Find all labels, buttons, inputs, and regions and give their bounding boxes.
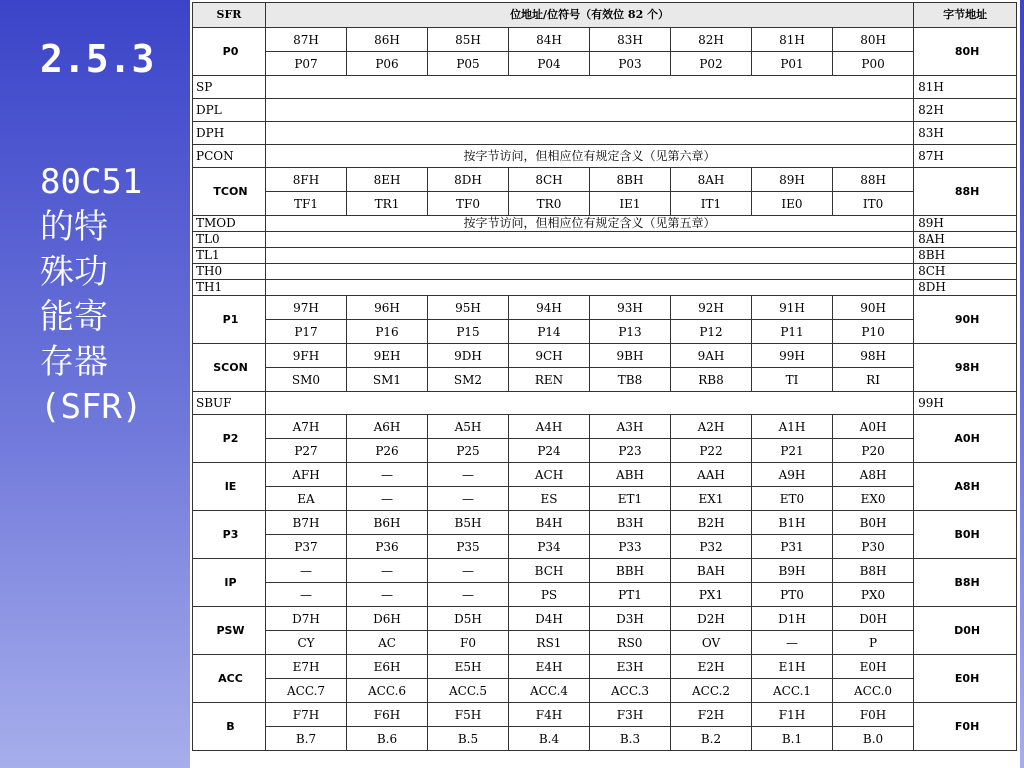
bit-symbol-cell: P12 [671,320,752,344]
register-name: TCON [193,168,266,216]
bit-address-cell: 9CH [509,344,590,368]
byte-address-cell: 83H [914,122,1017,145]
byte-address-cell: A0H [914,415,1017,463]
bit-symbol-cell: P05 [428,52,509,76]
bit-symbol-cell: B.6 [347,727,428,751]
title-line: 能寄 [40,297,108,337]
title-line: 的特 [40,207,108,247]
bit-symbol-cell: ACC.0 [833,679,914,703]
byte-address-cell: 8DH [914,280,1017,296]
bit-address-cell: 90H [833,296,914,320]
bit-address-cell: E7H [266,655,347,679]
bit-symbol-cell: B.2 [671,727,752,751]
register-name: TL0 [193,232,266,248]
bit-symbol-cell: — [752,631,833,655]
sfr-table-panel [190,0,1020,768]
bit-symbol-cell: P14 [509,320,590,344]
bit-address-cell: B9H [752,559,833,583]
register-name: TH0 [193,264,266,280]
register-note [266,392,914,415]
bit-symbol-cell: B.5 [428,727,509,751]
bit-symbol-cell: P36 [347,535,428,559]
register-note [266,76,914,99]
bit-symbol-cell: TI [752,368,833,392]
byte-address-cell: 98H [914,344,1017,392]
bit-address-cell: 9AH [671,344,752,368]
bit-address-cell: B5H [428,511,509,535]
bit-address-cell: 85H [428,28,509,52]
bit-address-cell: E3H [590,655,671,679]
bit-symbol-cell: REN [509,368,590,392]
bit-address-cell: A5H [428,415,509,439]
bit-address-cell: F1H [752,703,833,727]
byte-address-cell: 81H [914,76,1017,99]
register-note: 按字节访问，但相应位有规定含义（见第五章） [266,216,914,232]
bit-symbol-cell: ACC.5 [428,679,509,703]
byte-address-cell: E0H [914,655,1017,703]
bit-symbol-cell: P25 [428,439,509,463]
bit-symbol-cell: IE1 [590,192,671,216]
bit-symbol-cell: P17 [266,320,347,344]
byte-address-cell: B8H [914,559,1017,607]
bit-address-cell: 8DH [428,168,509,192]
bit-address-cell: F2H [671,703,752,727]
bit-address-cell: — [428,559,509,583]
bit-address-cell: 89H [752,168,833,192]
bit-symbol-cell: PT0 [752,583,833,607]
bit-symbol-cell: B.1 [752,727,833,751]
bit-address-cell: D2H [671,607,752,631]
table-row [193,52,1017,76]
bit-address-cell: D4H [509,607,590,631]
register-note [266,99,914,122]
bit-address-cell: — [347,463,428,487]
title-line: (SFR) [40,387,143,427]
register-name: PSW [193,607,266,655]
register-name: SP [193,76,266,99]
table-row [193,415,1017,439]
bit-address-cell: BBH [590,559,671,583]
bit-symbol-cell: P03 [590,52,671,76]
bit-address-cell: F0H [833,703,914,727]
register-name: PCON [193,145,266,168]
table-row [193,344,1017,368]
bit-address-cell: D1H [752,607,833,631]
bit-address-cell: ACH [509,463,590,487]
bit-address-cell: 93H [590,296,671,320]
title-line: 存器 [40,342,108,382]
bit-address-cell: — [347,559,428,583]
byte-address-cell: 80H [914,28,1017,76]
bit-symbol-cell: RS1 [509,631,590,655]
bit-address-cell: 9DH [428,344,509,368]
bit-symbol-cell: TR0 [509,192,590,216]
bit-address-cell: A3H [590,415,671,439]
bit-symbol-cell: P23 [590,439,671,463]
bit-address-cell: 9FH [266,344,347,368]
bit-address-cell: BAH [671,559,752,583]
bit-address-cell: A8H [833,463,914,487]
table-row [193,487,1017,511]
table-row [193,232,1017,248]
left-panel [0,0,190,768]
bit-address-cell: B8H [833,559,914,583]
bit-symbol-cell: AC [347,631,428,655]
bit-symbol-cell: P16 [347,320,428,344]
bit-address-cell: 82H [671,28,752,52]
register-note [266,280,914,296]
bit-address-cell: AFH [266,463,347,487]
bit-symbol-cell: IT1 [671,192,752,216]
table-row [193,320,1017,344]
bit-symbol-cell: ET0 [752,487,833,511]
table-row [193,264,1017,280]
bit-address-cell: F7H [266,703,347,727]
bit-address-cell: E0H [833,655,914,679]
table-row [193,583,1017,607]
register-name: P0 [193,28,266,76]
table-row [193,216,1017,232]
table-header-row [193,3,1017,28]
table-row [193,727,1017,751]
bit-symbol-cell: P00 [833,52,914,76]
bit-address-cell: A6H [347,415,428,439]
bit-symbol-cell: — [347,583,428,607]
register-name: B [193,703,266,751]
bit-symbol-cell: RI [833,368,914,392]
bit-symbol-cell: P24 [509,439,590,463]
bit-symbol-cell: PX0 [833,583,914,607]
bit-address-cell: 98H [833,344,914,368]
bit-address-cell: D5H [428,607,509,631]
bit-address-cell: B7H [266,511,347,535]
bit-symbol-cell: P37 [266,535,347,559]
bit-symbol-cell: EA [266,487,347,511]
bit-symbol-cell: P22 [671,439,752,463]
bit-address-cell: E4H [509,655,590,679]
bit-address-cell: 8EH [347,168,428,192]
bit-address-cell: 84H [509,28,590,52]
header-bits: 位地址/位符号（有效位 82 个） [266,3,914,28]
bit-address-cell: D0H [833,607,914,631]
bit-symbol-cell: IE0 [752,192,833,216]
byte-address-cell: 8CH [914,264,1017,280]
bit-symbol-cell: B.7 [266,727,347,751]
register-name: P1 [193,296,266,344]
byte-address-cell: 99H [914,392,1017,415]
bit-symbol-cell: P32 [671,535,752,559]
bit-symbol-cell: B.0 [833,727,914,751]
bit-symbol-cell: — [428,487,509,511]
byte-address-cell: 8BH [914,248,1017,264]
bit-symbol-cell: ACC.2 [671,679,752,703]
bit-symbol-cell: ACC.1 [752,679,833,703]
register-name: TH1 [193,280,266,296]
table-row [193,192,1017,216]
bit-address-cell: 9BH [590,344,671,368]
byte-address-cell: 82H [914,99,1017,122]
bit-symbol-cell: TB8 [590,368,671,392]
bit-symbol-cell: — [428,583,509,607]
bit-symbol-cell: P20 [833,439,914,463]
bit-symbol-cell: ACC.7 [266,679,347,703]
bit-address-cell: B3H [590,511,671,535]
bit-address-cell: 91H [752,296,833,320]
byte-address-cell: 88H [914,168,1017,216]
register-name: DPH [193,122,266,145]
table-row [193,280,1017,296]
register-note [266,232,914,248]
bit-symbol-cell: P34 [509,535,590,559]
bit-symbol-cell: P27 [266,439,347,463]
header-byte-address: 字节地址 [914,3,1017,28]
register-name: ACC [193,655,266,703]
bit-address-cell: 81H [752,28,833,52]
bit-symbol-cell: P10 [833,320,914,344]
byte-address-cell: B0H [914,511,1017,559]
bit-address-cell: B6H [347,511,428,535]
table-row [193,511,1017,535]
bit-address-cell: B4H [509,511,590,535]
bit-address-cell: E1H [752,655,833,679]
bit-symbol-cell: ES [509,487,590,511]
header-sfr: SFR [193,3,266,28]
bit-address-cell: 8BH [590,168,671,192]
bit-address-cell: 95H [428,296,509,320]
bit-address-cell: — [428,463,509,487]
bit-symbol-cell: P11 [752,320,833,344]
bit-address-cell: 86H [347,28,428,52]
bit-symbol-cell: TF0 [428,192,509,216]
title-line: 殊功 [40,252,108,292]
bit-address-cell: D6H [347,607,428,631]
table-row [193,28,1017,52]
bit-address-cell: 83H [590,28,671,52]
bit-address-cell: 87H [266,28,347,52]
bit-address-cell: B0H [833,511,914,535]
bit-address-cell: 80H [833,28,914,52]
bit-address-cell: A7H [266,415,347,439]
byte-address-cell: 87H [914,145,1017,168]
bit-symbol-cell: ACC.3 [590,679,671,703]
bit-symbol-cell: EX1 [671,487,752,511]
bit-symbol-cell: EX0 [833,487,914,511]
bit-address-cell: E5H [428,655,509,679]
table-row [193,463,1017,487]
bit-symbol-cell: P02 [671,52,752,76]
bit-address-cell: 97H [266,296,347,320]
table-row [193,607,1017,631]
bit-address-cell: AAH [671,463,752,487]
table-row [193,703,1017,727]
bit-address-cell: — [266,559,347,583]
bit-address-cell: D3H [590,607,671,631]
table-row [193,296,1017,320]
bit-address-cell: A0H [833,415,914,439]
bit-address-cell: 88H [833,168,914,192]
bit-address-cell: F3H [590,703,671,727]
table-row [193,248,1017,264]
byte-address-cell: A8H [914,463,1017,511]
title-line: 80C51 [40,162,143,202]
bit-symbol-cell: ET1 [590,487,671,511]
table-row [193,655,1017,679]
table-row [193,99,1017,122]
bit-address-cell: B2H [671,511,752,535]
byte-address-cell: 89H [914,216,1017,232]
bit-address-cell: 94H [509,296,590,320]
bit-symbol-cell: — [347,487,428,511]
table-row [193,145,1017,168]
bit-address-cell: F6H [347,703,428,727]
bit-address-cell: F4H [509,703,590,727]
register-name: SCON [193,344,266,392]
bit-symbol-cell: RS0 [590,631,671,655]
register-note [266,122,914,145]
byte-address-cell: 8AH [914,232,1017,248]
bit-symbol-cell: TF1 [266,192,347,216]
bit-symbol-cell: P07 [266,52,347,76]
bit-symbol-cell: OV [671,631,752,655]
bit-symbol-cell: B.4 [509,727,590,751]
bit-symbol-cell: P21 [752,439,833,463]
bit-symbol-cell: P35 [428,535,509,559]
bit-address-cell: 96H [347,296,428,320]
bit-symbol-cell: ACC.6 [347,679,428,703]
table-row [193,368,1017,392]
bit-symbol-cell: CY [266,631,347,655]
register-note [266,264,914,280]
bit-address-cell: B1H [752,511,833,535]
bit-symbol-cell: ACC.4 [509,679,590,703]
bit-address-cell: BCH [509,559,590,583]
register-name: SBUF [193,392,266,415]
table-row [193,392,1017,415]
bit-symbol-cell: P26 [347,439,428,463]
byte-address-cell: F0H [914,703,1017,751]
bit-symbol-cell: SM2 [428,368,509,392]
bit-address-cell: ABH [590,463,671,487]
byte-address-cell: D0H [914,607,1017,655]
sfr-table-body [193,3,1017,751]
table-row [193,76,1017,99]
bit-symbol-cell: P [833,631,914,655]
sfr-table [192,2,1017,751]
bit-symbol-cell: PS [509,583,590,607]
register-name: TL1 [193,248,266,264]
bit-address-cell: 92H [671,296,752,320]
register-note [266,248,914,264]
section-title [40,160,142,430]
bit-symbol-cell: P15 [428,320,509,344]
bit-symbol-cell: PT1 [590,583,671,607]
bit-symbol-cell: — [266,583,347,607]
table-row [193,535,1017,559]
bit-symbol-cell: P06 [347,52,428,76]
bit-address-cell: A1H [752,415,833,439]
bit-address-cell: A2H [671,415,752,439]
bit-address-cell: 8AH [671,168,752,192]
bit-symbol-cell: P30 [833,535,914,559]
register-note: 按字节访问，但相应位有规定含义（见第六章） [266,145,914,168]
bit-address-cell: 8FH [266,168,347,192]
bit-symbol-cell: P01 [752,52,833,76]
bit-symbol-cell: SM0 [266,368,347,392]
bit-symbol-cell: P33 [590,535,671,559]
table-row [193,679,1017,703]
table-row [193,168,1017,192]
bit-address-cell: D7H [266,607,347,631]
register-name: IE [193,463,266,511]
table-row [193,631,1017,655]
byte-address-cell: 90H [914,296,1017,344]
table-row [193,559,1017,583]
bit-address-cell: A9H [752,463,833,487]
bit-address-cell: 99H [752,344,833,368]
bit-address-cell: E2H [671,655,752,679]
table-row [193,439,1017,463]
register-name: DPL [193,99,266,122]
bit-symbol-cell: P13 [590,320,671,344]
section-number: 2.5.3 [40,37,155,81]
bit-symbol-cell: TR1 [347,192,428,216]
bit-symbol-cell: IT0 [833,192,914,216]
bit-address-cell: 8CH [509,168,590,192]
bit-address-cell: 9EH [347,344,428,368]
table-row [193,122,1017,145]
register-name: P2 [193,415,266,463]
bit-address-cell: E6H [347,655,428,679]
bit-symbol-cell: SM1 [347,368,428,392]
bit-address-cell: A4H [509,415,590,439]
bit-symbol-cell: P31 [752,535,833,559]
bit-address-cell: F5H [428,703,509,727]
register-name: TMOD [193,216,266,232]
bit-symbol-cell: B.3 [590,727,671,751]
bit-symbol-cell: P04 [509,52,590,76]
register-name: P3 [193,511,266,559]
bit-symbol-cell: PX1 [671,583,752,607]
register-name: IP [193,559,266,607]
bit-symbol-cell: F0 [428,631,509,655]
bit-symbol-cell: RB8 [671,368,752,392]
